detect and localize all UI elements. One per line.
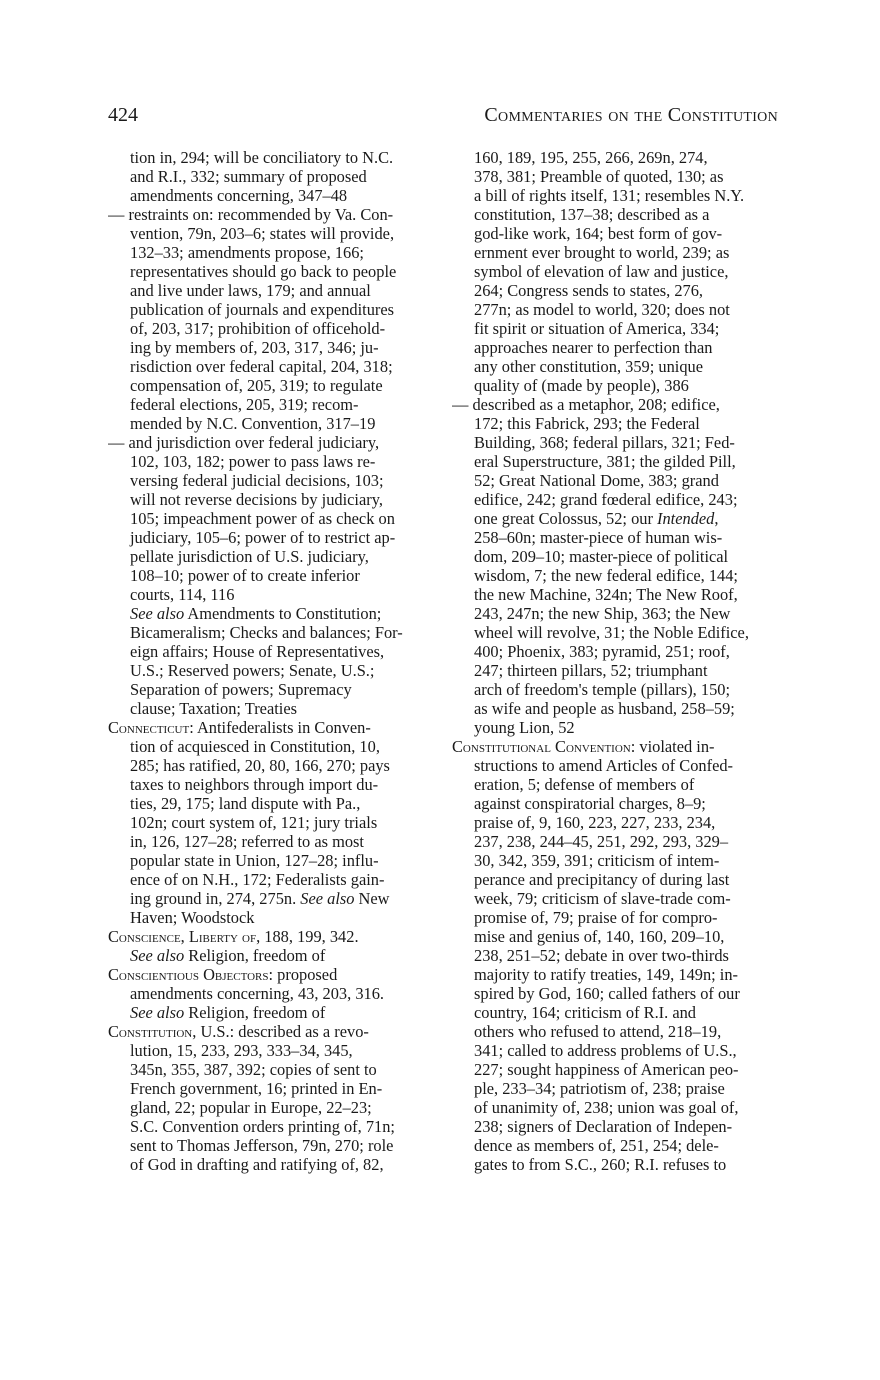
- line-text: ence of on N.H., 172; Federalists gain-: [130, 870, 385, 889]
- line-text: lution, 15, 233, 293, 333–34, 345,: [130, 1041, 353, 1060]
- index-line: [452, 300, 778, 319]
- line-text: of, 203, 317; prohibition of officehold-: [130, 319, 386, 338]
- italic-text: Intended: [657, 509, 715, 528]
- index-line: [108, 699, 432, 718]
- index-line: [108, 528, 432, 547]
- see-also-label: See also: [130, 1003, 185, 1022]
- line-text: , 188, 199, 342.: [256, 927, 359, 946]
- line-text: gates to from S.C., 260; R.I. refuses to: [474, 1155, 727, 1174]
- line-text: taxes to neighbors through import du-: [130, 775, 379, 794]
- line-text: tion of acquiesced in Constitution, 10,: [130, 737, 380, 756]
- index-entry-heading-line: [452, 737, 778, 756]
- index-line: [108, 547, 432, 566]
- line-text: any other constitution, 359; unique: [474, 357, 703, 376]
- index-line: [452, 471, 778, 490]
- line-text: Haven; Woodstock: [130, 908, 255, 927]
- line-text: 30, 342, 359, 391; criticism of intem-: [474, 851, 720, 870]
- index-line: [452, 509, 778, 528]
- running-head: Commentaries on the Constitution: [484, 104, 778, 126]
- page-header: [108, 104, 778, 136]
- line-text: 52; Great National Dome, 383; grand: [474, 471, 719, 490]
- index-line: [452, 908, 778, 927]
- index-line: [452, 984, 778, 1003]
- index-line: [108, 300, 432, 319]
- index-entry-heading-line: [108, 965, 432, 984]
- index-line: [452, 1022, 778, 1041]
- line-text: of God in drafting and ratifying of, 82,: [130, 1155, 384, 1174]
- line-text: majority to ratify treaties, 149, 149n; in-: [474, 965, 739, 984]
- index-entry-heading-line: [108, 1022, 432, 1041]
- index-line: [108, 794, 432, 813]
- index-line: [108, 1060, 432, 1079]
- line-text: and live under laws, 179; and annual: [130, 281, 371, 300]
- index-line: [108, 908, 432, 927]
- index-line: [108, 376, 432, 395]
- index-line: [452, 642, 778, 661]
- line-text: ing ground in, 274, 275n.: [130, 889, 301, 908]
- index-line: [452, 243, 778, 262]
- line-text: 227; sought happiness of American peo-: [474, 1060, 739, 1079]
- line-text: 238, 251–52; debate in over two-thirds: [474, 946, 729, 965]
- index-line: [452, 699, 778, 718]
- index-line: [108, 243, 432, 262]
- index-line: [108, 281, 432, 300]
- line-text: U.S.; Reserved powers; Senate, U.S.;: [130, 661, 375, 680]
- line-text: 285; has ratified, 20, 80, 166, 270; pays: [130, 756, 390, 775]
- line-text: structions to amend Articles of Confed-: [474, 756, 734, 775]
- index-line: [108, 357, 432, 376]
- line-text: amendments concerning, 43, 203, 316.: [130, 984, 384, 1003]
- index-line: [452, 1079, 778, 1098]
- line-text: tion in, 294; will be conciliatory to N.C.: [130, 148, 394, 167]
- line-text: week, 79; criticism of slave-trade com-: [474, 889, 731, 908]
- line-text: Separation of powers; Supremacy: [130, 680, 352, 699]
- index-line: [452, 452, 778, 471]
- line-text: — restraints on: recommended by Va. Con-: [108, 205, 394, 224]
- line-text: dence as members of, 251, 254; dele-: [474, 1136, 719, 1155]
- index-line: [108, 737, 432, 756]
- index-line: [452, 205, 778, 224]
- index-line: [452, 889, 778, 908]
- index-line: [452, 851, 778, 870]
- index-line: [108, 414, 432, 433]
- index-line: [452, 1060, 778, 1079]
- index-line: [452, 756, 778, 775]
- index-line: [108, 1155, 432, 1174]
- line-text: Religion, freedom of: [184, 946, 326, 965]
- line-text: 264; Congress sends to states, 276,: [474, 281, 704, 300]
- line-text: Amendments to Constitution;: [184, 604, 382, 623]
- index-line: [108, 1117, 432, 1136]
- line-text: arch of freedom's temple (pillars), 150;: [474, 680, 731, 699]
- line-text: in, 126, 127–28; referred to as most: [130, 832, 364, 851]
- line-text: publication of journals and expenditures: [130, 300, 395, 319]
- line-text: 243, 247n; the new Ship, 363; the New: [474, 604, 731, 623]
- line-text: 345n, 355, 387, 392; copies of sent to: [130, 1060, 377, 1079]
- index-line: [108, 870, 432, 889]
- line-text: 247; thirteen pillars, 52; triumphant: [474, 661, 708, 680]
- index-line: [452, 813, 778, 832]
- index-line: [108, 832, 432, 851]
- entry-heading: Constitutional Convention: [452, 737, 631, 756]
- index-line: [452, 927, 778, 946]
- line-text: ties, 29, 175; land dispute with Pa.,: [130, 794, 361, 813]
- line-text: constitution, 137–38; described as a: [474, 205, 710, 224]
- index-line: [452, 338, 778, 357]
- index-line: [452, 1117, 778, 1136]
- index-line: [452, 376, 778, 395]
- index-line: [108, 604, 432, 623]
- line-text: wisdom, 7; the new federal edifice, 144;: [474, 566, 738, 585]
- line-text: 237, 238, 244–45, 251, 292, 293, 329–: [474, 832, 729, 851]
- entry-heading: Conscientious Objectors: [108, 965, 269, 984]
- index-column-left: [108, 148, 432, 1174]
- line-text-after: New: [354, 889, 390, 908]
- index-line: [452, 775, 778, 794]
- index-line: [108, 984, 432, 1003]
- entry-heading: Conscience, Liberty of: [108, 927, 257, 946]
- index-line: [452, 832, 778, 851]
- line-text: edifice, 242; grand fœderal edifice, 243;: [474, 490, 738, 509]
- line-text: — and jurisdiction over federal judiciary,: [108, 433, 380, 452]
- line-text: 400; Phoenix, 383; pyramid, 251; roof,: [474, 642, 730, 661]
- index-line: [452, 224, 778, 243]
- index-line: [108, 946, 432, 965]
- line-text: 172; this Fabrick, 293; the Federal: [474, 414, 700, 433]
- entry-heading: Constitution: [108, 1022, 193, 1041]
- index-line: [108, 851, 432, 870]
- line-text: : violated in-: [630, 737, 715, 756]
- index-line: [452, 604, 778, 623]
- index-line: [108, 186, 432, 205]
- index-column-right: [452, 148, 778, 1174]
- line-text: French government, 16; printed in En-: [130, 1079, 383, 1098]
- line-text: eign affairs; House of Representatives,: [130, 642, 385, 661]
- index-line: [108, 433, 432, 452]
- index-line: [452, 870, 778, 889]
- line-text: — described as a metaphor, 208; edifice,: [452, 395, 720, 414]
- index-line: [108, 680, 432, 699]
- line-text: 160, 189, 195, 255, 266, 269n, 274,: [474, 148, 708, 167]
- line-text: the new Machine, 324n; The New Roof,: [474, 585, 738, 604]
- line-text: symbol of elevation of law and justice,: [474, 262, 729, 281]
- line-text: fit spirit or situation of America, 334;: [474, 319, 720, 338]
- line-text: others who refused to attend, 218–19,: [474, 1022, 722, 1041]
- index-line: [108, 642, 432, 661]
- index-line: [452, 319, 778, 338]
- index-line: [452, 1041, 778, 1060]
- line-text: eration, 5; defense of members of: [474, 775, 695, 794]
- line-text: pellate jurisdiction of U.S. judiciary,: [130, 547, 369, 566]
- index-line: [108, 167, 432, 186]
- index-line: [108, 471, 432, 490]
- see-also-label: See also: [130, 946, 185, 965]
- line-text: 105; impeachment power of as check on: [130, 509, 395, 528]
- index-line: [108, 224, 432, 243]
- line-text: 341; called to address problems of U.S.,: [474, 1041, 737, 1060]
- index-line: [452, 566, 778, 585]
- italic-text: See also: [300, 889, 355, 908]
- line-text: country, 164; criticism of R.I. and: [474, 1003, 696, 1022]
- index-line: [108, 661, 432, 680]
- index-line: [452, 528, 778, 547]
- index-line: [452, 281, 778, 300]
- line-text: mended by N.C. Convention, 317–19: [130, 414, 376, 433]
- index-line: [108, 452, 432, 471]
- line-text: promise of, 79; praise of for compro-: [474, 908, 718, 927]
- entry-heading: Connecticut: [108, 718, 190, 737]
- index-line: [452, 547, 778, 566]
- line-text: 238; signers of Declaration of Indepen-: [474, 1117, 733, 1136]
- index-line: [108, 490, 432, 509]
- index-line: [452, 1155, 778, 1174]
- index-line: [452, 186, 778, 205]
- index-line: [108, 262, 432, 281]
- index-line: [108, 813, 432, 832]
- index-line: [108, 509, 432, 528]
- line-text: 258–60n; master-piece of human wis-: [474, 528, 723, 547]
- line-text: mise and genius of, 140, 160, 209–10,: [474, 927, 725, 946]
- line-text: praise of, 9, 160, 223, 227, 233, 234,: [474, 813, 716, 832]
- index-line: [108, 1079, 432, 1098]
- index-line: [108, 338, 432, 357]
- line-text: clause; Taxation; Treaties: [130, 699, 297, 718]
- line-text: gland, 22; popular in Europe, 22–23;: [130, 1098, 372, 1117]
- line-text: : Antifederalists in Conven-: [189, 718, 371, 737]
- index-line: [452, 1098, 778, 1117]
- line-text: 102n; court system of, 121; jury trials: [130, 813, 378, 832]
- index-entry-heading-line: [108, 718, 432, 737]
- index-line: [452, 623, 778, 642]
- line-text: Religion, freedom of: [184, 1003, 326, 1022]
- index-line: [452, 414, 778, 433]
- index-line: [452, 718, 778, 737]
- line-text: 277n; as model to world, 320; does not: [474, 300, 730, 319]
- index-line: [452, 946, 778, 965]
- line-text: representatives should go back to people: [130, 262, 397, 281]
- index-line: [108, 566, 432, 585]
- line-text: one great Colossus, 52; our: [474, 509, 658, 528]
- line-text: risdiction over federal capital, 204, 318;: [130, 357, 393, 376]
- line-text: ing by members of, 203, 317, 346; ju-: [130, 338, 379, 357]
- line-text: popular state in Union, 127–28; influ-: [130, 851, 379, 870]
- line-text: 108–10; power of to create inferior: [130, 566, 360, 585]
- index-line: [452, 490, 778, 509]
- index-line: [452, 965, 778, 984]
- line-text: vention, 79n, 203–6; states will provide,: [130, 224, 395, 243]
- line-text: dom, 209–10; master-piece of political: [474, 547, 729, 566]
- index-entry-heading-line: [108, 927, 432, 946]
- index-line: [452, 357, 778, 376]
- line-text: spired by God, 160; called fathers of our: [474, 984, 740, 1003]
- line-text: courts, 114, 116: [130, 585, 235, 604]
- index-line: [452, 585, 778, 604]
- index-line: [452, 395, 778, 414]
- line-text: 102, 103, 182; power to pass laws re-: [130, 452, 376, 471]
- index-line: [452, 148, 778, 167]
- line-text: versing federal judicial decisions, 103;: [130, 471, 384, 490]
- index-line: [452, 262, 778, 281]
- line-text: sent to Thomas Jefferson, 79n, 270; role: [130, 1136, 394, 1155]
- line-text: S.C. Convention orders printing of, 71n;: [130, 1117, 395, 1136]
- index-line: [452, 433, 778, 452]
- index-line: [108, 1003, 432, 1022]
- line-text: ple, 233–34; patriotism of, 238; praise: [474, 1079, 725, 1098]
- line-text: , U.S.: described as a revo-: [192, 1022, 369, 1041]
- index-line: [108, 585, 432, 604]
- index-line: [108, 775, 432, 794]
- index-line: [108, 395, 432, 414]
- line-text: approaches nearer to perfection than: [474, 338, 713, 357]
- index-line: [452, 661, 778, 680]
- page-number: 424: [108, 104, 138, 126]
- index-line: [108, 205, 432, 224]
- line-text-after: ,: [714, 509, 719, 528]
- line-text: young Lion, 52: [474, 718, 575, 737]
- see-also-label: See also: [130, 604, 185, 623]
- line-text: a bill of rights itself, 131; resembles N.Y.: [474, 186, 745, 205]
- index-line: [452, 794, 778, 813]
- line-text: wheel will revolve, 31; the Noble Edifice,: [474, 623, 749, 642]
- line-text: federal elections, 205, 319; recom-: [130, 395, 359, 414]
- line-text: amendments concerning, 347–48: [130, 186, 348, 205]
- index-line: [108, 319, 432, 338]
- index-line: [452, 1003, 778, 1022]
- line-text: quality of (made by people), 386: [474, 376, 689, 395]
- index-line: [108, 1098, 432, 1117]
- line-text: judiciary, 105–6; power of to restrict ap-: [130, 528, 396, 547]
- index-line: [108, 889, 432, 908]
- line-text: 132–33; amendments propose, 166;: [130, 243, 364, 262]
- index-line: [452, 680, 778, 699]
- index-line: [452, 167, 778, 186]
- line-text: ernment ever brought to world, 239; as: [474, 243, 730, 262]
- line-text: Building, 368; federal pillars, 321; Fed-: [474, 433, 735, 452]
- line-text: will not reverse decisions by judiciary,: [130, 490, 383, 509]
- line-text: Bicameralism; Checks and balances; For-: [130, 623, 403, 642]
- line-text: compensation of, 205, 319; to regulate: [130, 376, 383, 395]
- index-line: [108, 623, 432, 642]
- line-text: perance and precipitancy of during last: [474, 870, 730, 889]
- index-line: [108, 756, 432, 775]
- index-line: [108, 1041, 432, 1060]
- line-text: 378, 381; Preamble of quoted, 130; as: [474, 167, 724, 186]
- line-text: and R.I., 332; summary of proposed: [130, 167, 367, 186]
- index-line: [108, 1136, 432, 1155]
- line-text: god-like work, 164; best form of gov-: [474, 224, 723, 243]
- line-text: : proposed: [268, 965, 338, 984]
- index-line: [108, 148, 432, 167]
- line-text: of unanimity of, 238; union was goal of,: [474, 1098, 739, 1117]
- line-text: as wife and people as husband, 258–59;: [474, 699, 735, 718]
- line-text: against conspiratorial charges, 8–9;: [474, 794, 706, 813]
- line-text: eral Superstructure, 381; the gilded Pill,: [474, 452, 736, 471]
- index-line: [452, 1136, 778, 1155]
